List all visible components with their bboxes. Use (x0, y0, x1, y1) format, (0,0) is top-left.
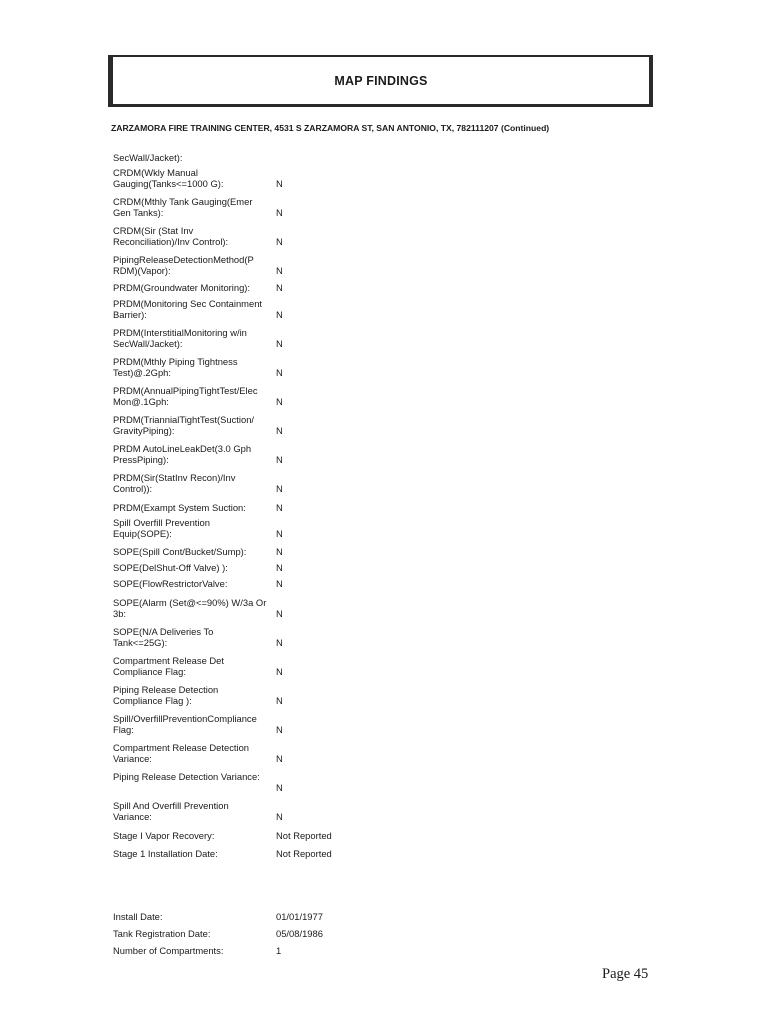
field-value: N (276, 811, 283, 822)
field-row (113, 771, 273, 782)
field-row (113, 597, 273, 620)
header-title: MAP FINDINGS (334, 74, 428, 88)
field-row (113, 655, 273, 678)
field-row (113, 830, 273, 841)
field-value: N (276, 753, 283, 764)
field-label: SOPE(Alarm (Set@<=90%) W/3a Or 3b: (113, 597, 267, 620)
field-value: N (276, 695, 283, 706)
field-label: Spill Overfill Prevention Equip(SOPE): (113, 517, 210, 540)
field-row (113, 356, 273, 379)
field-value: N (276, 578, 283, 589)
field-row (113, 562, 273, 573)
field-row (113, 626, 273, 649)
field-value: N (276, 265, 283, 276)
field-label: Compartment Release Det Compliance Flag: (113, 655, 224, 678)
field-label: PRDM(AnnualPipingTightTest/Elec Mon@.1Gph: (113, 385, 258, 408)
field-label: PRDM(Mthly Piping Tightness Test)@.2Gph: (113, 356, 238, 379)
field-value: N (276, 528, 283, 539)
field-row (113, 928, 273, 939)
field-value: N (276, 562, 283, 573)
page-number: Page 45 (602, 966, 649, 982)
field-value: 1 (276, 945, 282, 956)
field-row (113, 546, 273, 557)
field-row (113, 282, 273, 293)
field-value: N (276, 207, 283, 218)
field-value: Not Reported (276, 848, 332, 859)
field-row (113, 684, 273, 707)
field-value: N (276, 666, 283, 677)
field-value: N (276, 178, 283, 189)
field-value: N (276, 608, 283, 619)
field-label: Number of Compartments: (113, 945, 224, 956)
field-row (113, 848, 273, 859)
field-value: N (276, 425, 283, 436)
field-label: CRDM(Sir (Stat Inv Reconciliation)/Inv Control): (113, 225, 229, 248)
field-row (113, 298, 273, 321)
field-row (113, 578, 273, 589)
field-row (113, 742, 273, 765)
map-findings-header-box (108, 55, 653, 107)
field-label: Tank Registration Date: (113, 928, 211, 939)
field-row (113, 196, 273, 219)
field-value: N (276, 546, 283, 557)
field-value: Not Reported (276, 830, 332, 841)
field-value: N (276, 367, 283, 378)
field-row (113, 800, 273, 823)
field-label: Spill/OverfillPreventionCompliance Flag: (113, 713, 257, 736)
field-label: PRDM(InterstitialMonitoring w/in SecWall/Jacket): (113, 327, 247, 350)
field-value: N (276, 396, 283, 407)
field-row (113, 152, 273, 163)
field-row (113, 443, 273, 466)
field-value: N (276, 782, 283, 793)
field-value: N (276, 502, 283, 513)
field-value: N (276, 309, 283, 320)
field-value: 01/01/1977 (276, 911, 323, 922)
field-label: Piping Release Detection Variance: (113, 771, 260, 782)
field-row (113, 385, 273, 408)
field-row (113, 327, 273, 350)
field-row (113, 911, 273, 922)
field-value: N (276, 637, 283, 648)
field-value: N (276, 338, 283, 349)
field-label: CRDM(Mthly Tank Gauging(Emer Gen Tanks): (113, 196, 253, 219)
field-label: Piping Release Detection Compliance Flag ): (113, 684, 219, 707)
field-row (113, 225, 273, 248)
field-value: N (276, 236, 283, 247)
field-row (113, 254, 273, 277)
field-label: SOPE(Spill Cont/Bucket/Sump): (113, 546, 247, 557)
field-row (113, 713, 273, 736)
field-label: SOPE(DelShut-Off Valve) ): (113, 562, 228, 573)
field-label: PRDM(Monitoring Sec Containment Barrier): (113, 298, 263, 321)
field-label: PRDM AutoLineLeakDet(3.0 Gph PressPiping): (113, 443, 252, 466)
site-address-line: ZARZAMORA FIRE TRAINING CENTER, 4531 S ZARZAMORA ST, SAN ANTONIO, TX, 782111207 (Continued) (111, 123, 550, 133)
field-label: PRDM(Exampt System Suction: (113, 502, 246, 513)
field-row (113, 517, 273, 540)
field-value: N (276, 724, 283, 735)
field-label: SOPE(FlowRestrictorValve: (113, 578, 228, 589)
field-label: Spill And Overfill Prevention Variance: (113, 800, 229, 823)
field-label: Install Date: (113, 911, 163, 922)
field-row (113, 945, 273, 956)
field-label: Stage 1 Installation Date: (113, 848, 218, 859)
field-label: CRDM(Wkly Manual Gauging(Tanks<=1000 G): (113, 167, 224, 190)
field-label: SOPE(N/A Deliveries To Tank<=25G): (113, 626, 214, 649)
field-value: N (276, 282, 283, 293)
field-row (113, 502, 273, 513)
field-label: PipingReleaseDetectionMethod(P RDM)(Vapor): (113, 254, 254, 277)
field-label: PRDM(Groundwater Monitoring): (113, 282, 251, 293)
field-row (113, 414, 273, 437)
field-row (113, 472, 273, 495)
field-row (113, 167, 273, 190)
field-value: 05/08/1986 (276, 928, 323, 939)
field-label: PRDM(TriannialTightTest(Suction/ GravityPiping): (113, 414, 255, 437)
field-label: SecWall/Jacket): (113, 152, 183, 163)
field-label: Stage I Vapor Recovery: (113, 830, 215, 841)
field-value: N (276, 454, 283, 465)
field-value: N (276, 483, 283, 494)
field-label: Compartment Release Detection Variance: (113, 742, 250, 765)
field-label: PRDM(Sir(StatInv Recon)/Inv Control)): (113, 472, 236, 495)
